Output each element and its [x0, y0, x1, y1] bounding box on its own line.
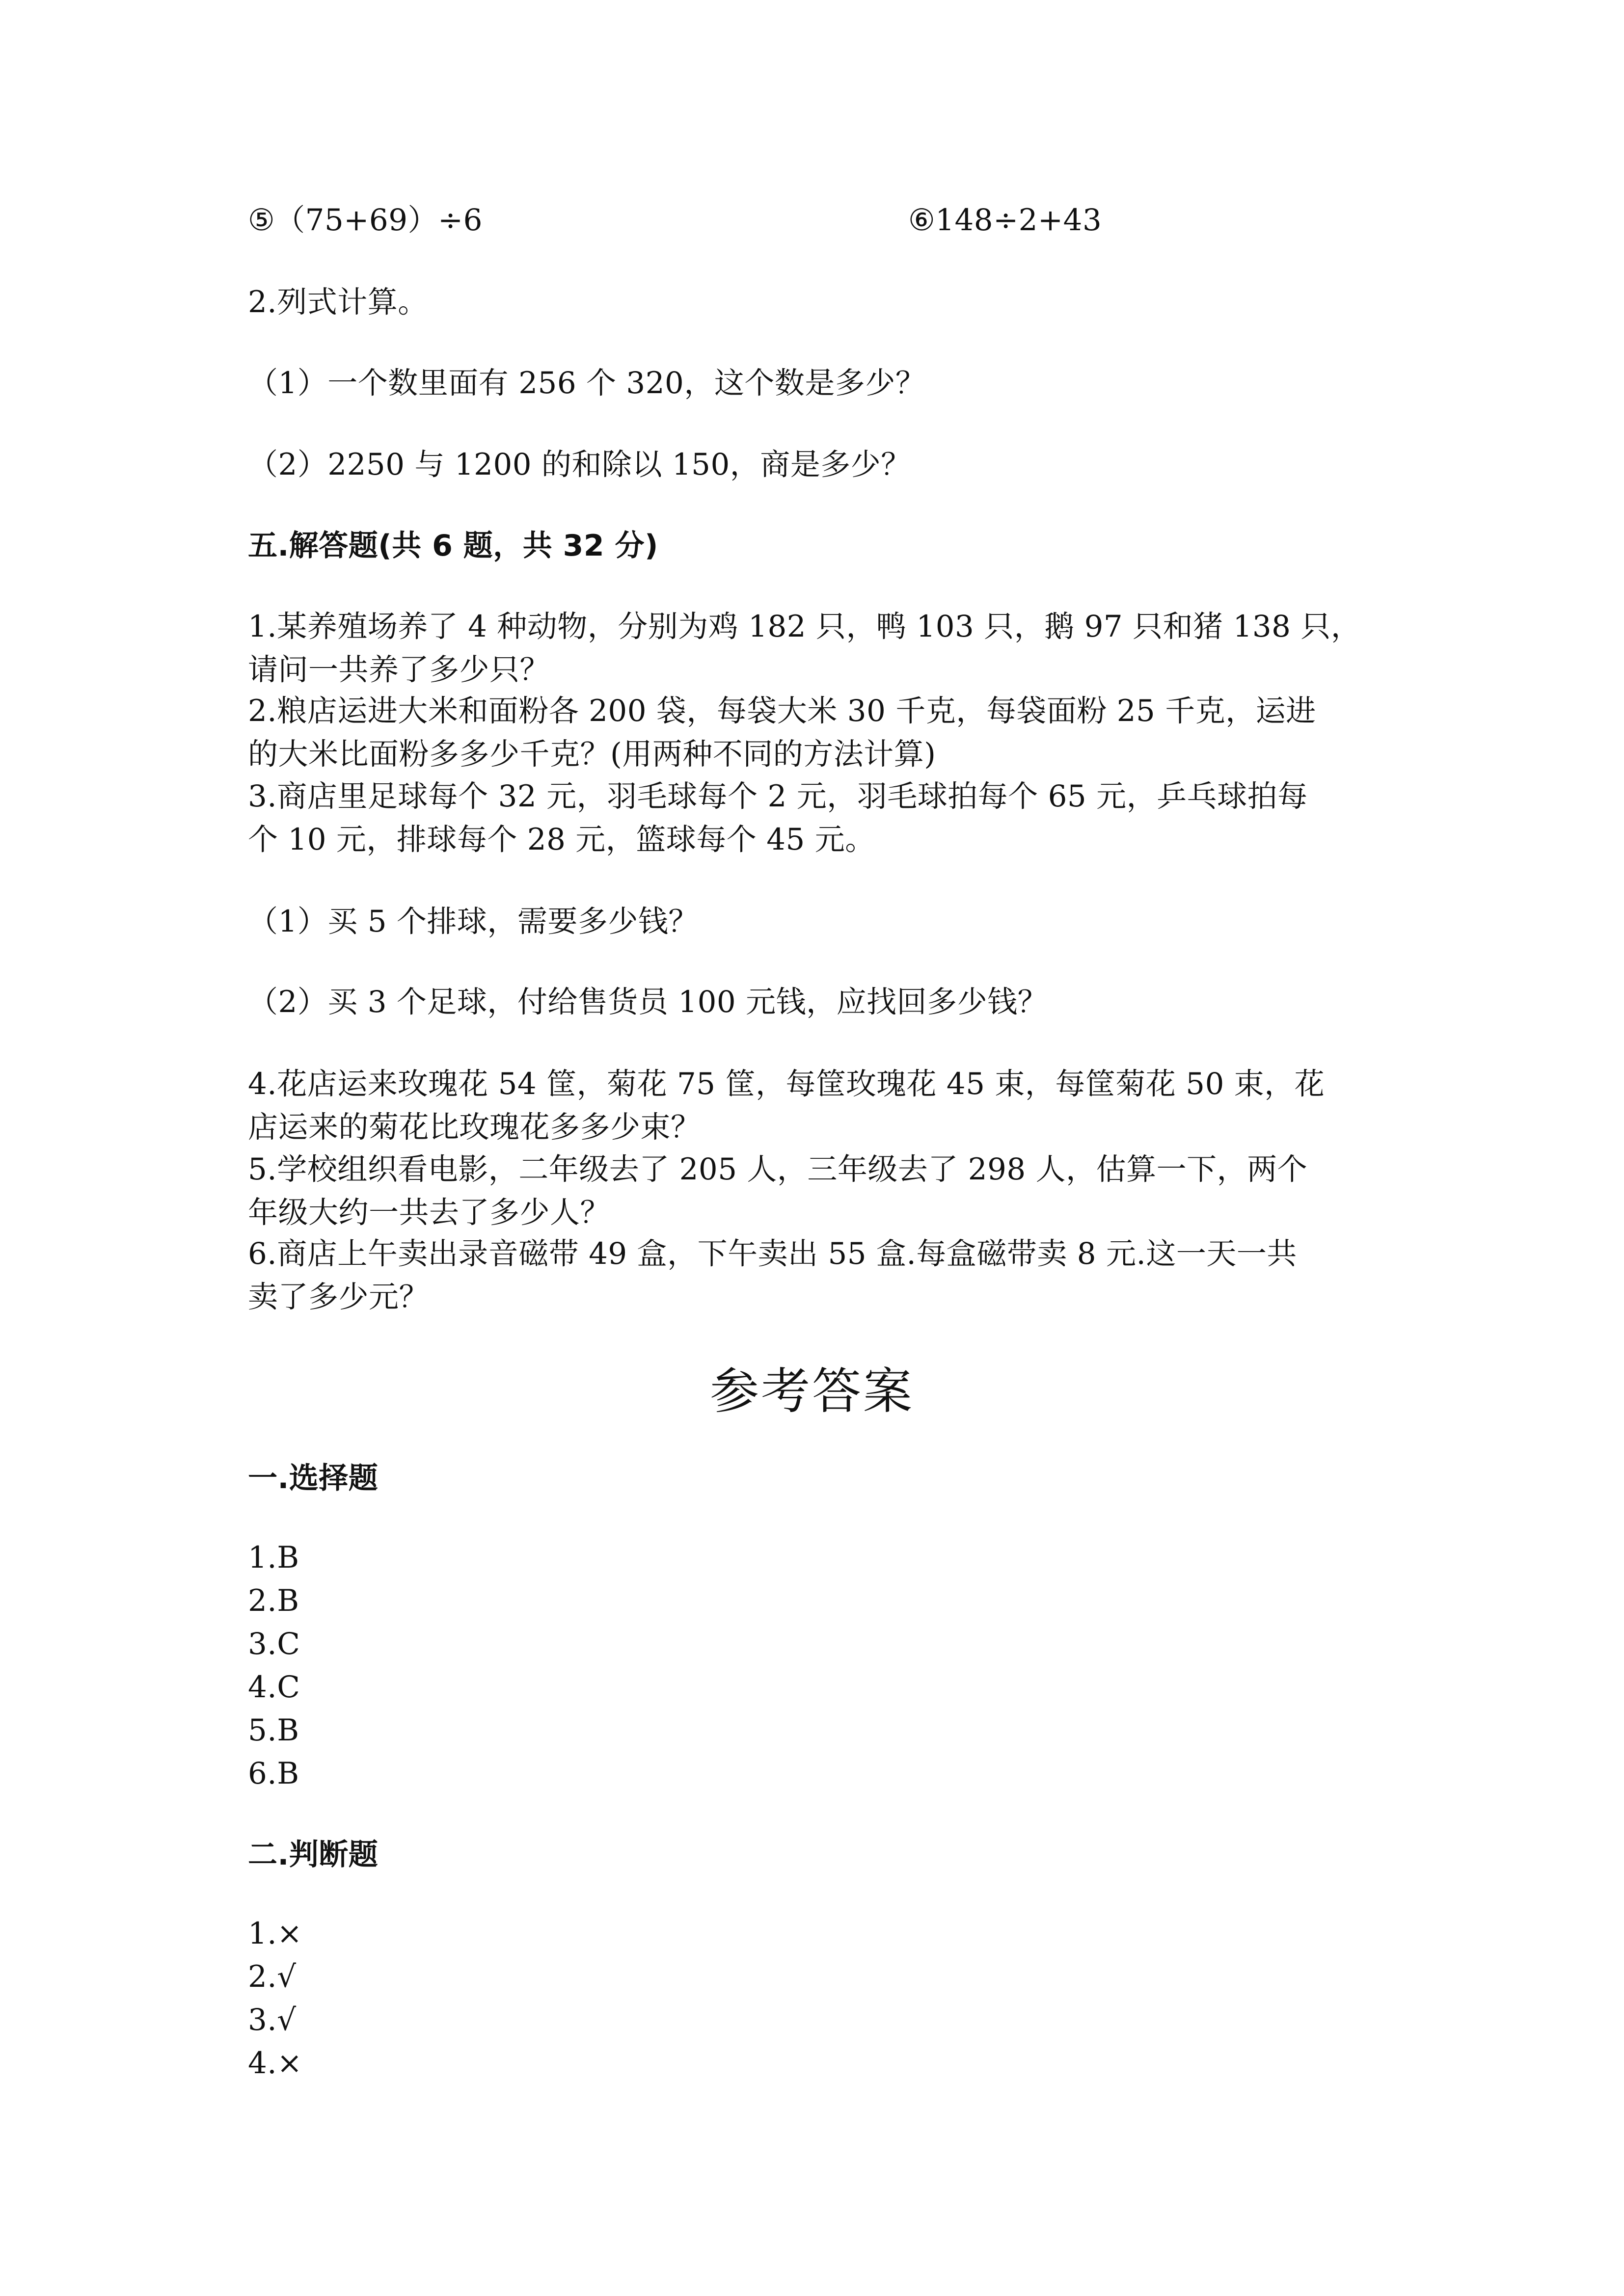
section-heading: 一.选择题 — [248, 1461, 379, 1495]
question-line: 店运来的菊花比玫瑰花多多少束？ — [248, 1110, 701, 1145]
calc-item-5: ⑤（75+69）÷6 — [248, 203, 483, 238]
answer-item: 5.B — [248, 1713, 299, 1748]
question-line: 2.粮店运进大米和面粉各 200 袋，每袋大米 30 千克，每袋面粉 25 千克，运进 — [248, 694, 1316, 728]
sub-question: （2）买 3 个足球，付给售货员 100 元钱，应找回多少钱？ — [248, 985, 1048, 1019]
section-heading: 五.解答题(共 6 题，共 32 分) — [248, 529, 658, 563]
question-line: 3.商店里足球每个 32 元，羽毛球每个 2 元，羽毛球拍每个 65 元，乒乓球拍每 — [248, 779, 1308, 814]
answer-item: 1.B — [248, 1540, 299, 1575]
calc-item-6: ⑥148÷2+43 — [908, 203, 1102, 238]
question-line: 1.某养殖场养了 4 种动物，分别为鸡 182 只，鸭 103 只，鹅 97 只和猪 138 只， — [248, 609, 1361, 644]
answer-item: 3.C — [248, 1627, 300, 1661]
section-heading: 二.判断题 — [248, 1838, 379, 1872]
sub-question: （1）一个数里面有 256 个 320，这个数是多少？ — [248, 366, 926, 400]
answer-item: 3.√ — [248, 2002, 297, 2037]
sub-question: （1）买 5 个排球，需要多少钱？ — [248, 904, 699, 939]
question-line: 的大米比面粉多多少千克？(用两种不同的方法计算) — [248, 737, 936, 772]
question-line: 6.商店上午卖出录音磁带 49 盒，下午卖出 55 盒.每盒磁带卖 8 元.这一天一共 — [248, 1236, 1297, 1271]
answer-item: 2.B — [248, 1583, 299, 1618]
question-line: 5.学校组织看电影，二年级去了 205 人，三年级去了 298 人，估算一下，两个 — [248, 1152, 1308, 1187]
question-line: 年级大约一共去了多少人？ — [248, 1195, 611, 1230]
answers-title: 参考答案 — [710, 1362, 914, 1420]
answer-item: 6.B — [248, 1756, 299, 1791]
answer-item: 4.C — [248, 1670, 300, 1705]
question-line: 请问一共养了多少只？ — [248, 652, 550, 687]
answer-item: 2.√ — [248, 1959, 297, 1994]
answer-item: 4.× — [248, 2046, 302, 2081]
question-line: 卖了多少元？ — [248, 1280, 430, 1314]
question-line: 4.花店运来玫瑰花 54 筐，菊花 75 筐，每筐玫瑰花 45 束，每筐菊花 50 束，花 — [248, 1067, 1325, 1101]
question-line: 个 10 元，排球每个 28 元，篮球每个 45 元。 — [248, 822, 875, 857]
question-heading: 2.列式计算。 — [248, 285, 428, 320]
sub-question: （2）2250 与 1200 的和除以 150，商是多少？ — [248, 447, 911, 482]
calc-row — [248, 199, 1102, 242]
answer-item: 1.× — [248, 1916, 302, 1951]
